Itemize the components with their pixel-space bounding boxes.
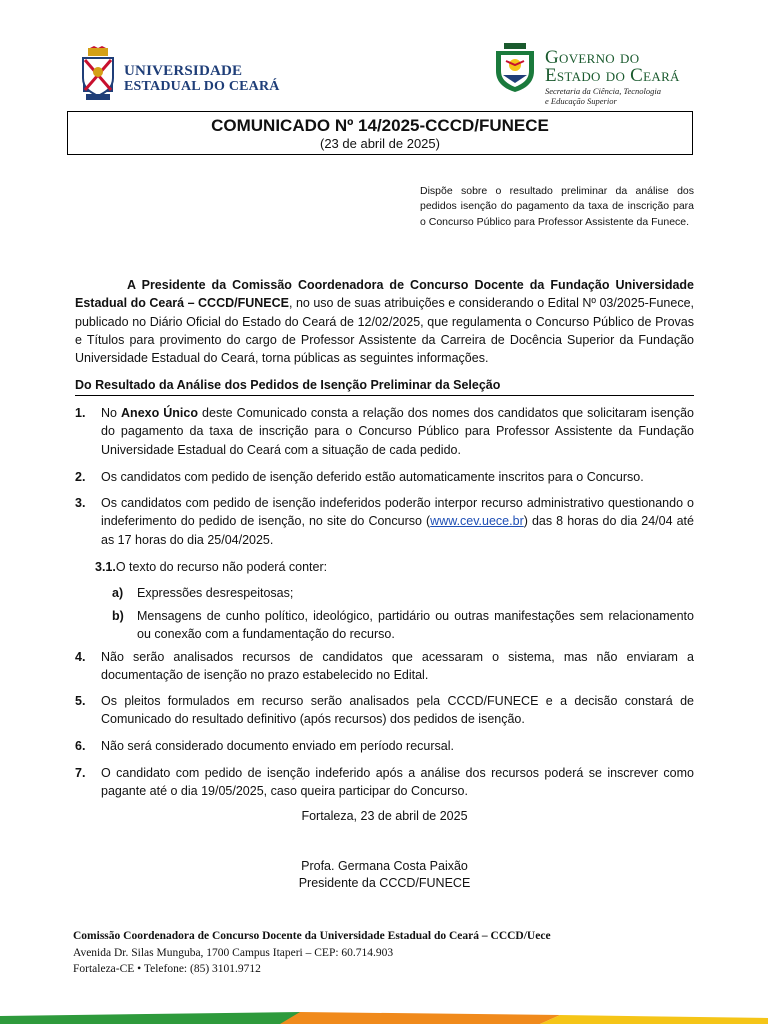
footer-address: Avenida Dr. Silas Munguba, 1700 Campus Itaperi – CEP: 60.714.903: [73, 946, 394, 959]
intro-rest: , no uso de suas atribuições e considerando o Edital Nº 03/2025-Funece, publicado no Diário Oficial do Estado do Ceará de 12/02/2025, que regulamenta o Concurso Público de Provas e Títulos para provimento do cargo de Professor Assistente da Carreira de Docência Superior da Fundação Universidade Estadual do Ceará, torna públicas as seguintes informações.: [75, 296, 694, 366]
government-secretariat-line1: Secretaria da Ciência, Tecnologia: [545, 86, 661, 96]
sub-item-number: 3.1.: [95, 560, 116, 574]
list-item-text: ) das 8 horas do dia 24/04 até as 17 horas do dia 25/04/2025.: [101, 514, 694, 547]
intro-bold: A Presidente da Comissão Coordenadora de Concurso Docente da Fundação Universidade Estadual do Ceará – CCCD/FUNECE: [75, 278, 694, 311]
document-summary: Dispõe sobre o resultado preliminar da análise dos pedidos isenção do pagamento da taxa de inscrição para o Concurso Público para Professor Assistente da Funece.: [420, 185, 694, 228]
footer-contact: Fortaleza-CE • Telefone: (85) 3101.9712: [73, 963, 261, 975]
government-name-line1: Governo do: [545, 47, 640, 68]
footer-color-stripe: [0, 1012, 768, 1024]
government-name-line2: Estado do Ceará: [545, 65, 680, 86]
list-item-number: 2.: [75, 470, 86, 484]
list-item-number: 5.: [75, 694, 86, 708]
sub-list-item-letter: b): [112, 609, 124, 623]
list-item-text: Os candidatos com pedido de isenção indeferidos poderão interpor recurso administrativo questionando o indeferimento do pedido de isenção, no site do Concurso (: [101, 496, 694, 529]
list-item: [75, 494, 694, 549]
signature-block: [75, 858, 694, 891]
university-name-line2: ESTADUAL DO CEARÁ: [124, 79, 280, 94]
sub-list-item: [112, 607, 694, 644]
signatory-role: Presidente da CCCD/FUNECE: [298, 875, 471, 890]
document-title: COMUNICADO Nº 14/2025-CCCD/FUNECE: [211, 116, 549, 135]
list-item-text: deste Comunicado consta a relação dos nomes dos candidatos que solicitaram isenção do pagamento da taxa de inscrição para o Concurso Público para Professor Assistente da Fundação Universidade Estadual do Ceará com a situação de cada pedido.: [101, 406, 694, 457]
list-item: [75, 737, 694, 755]
university-name-line1: UNIVERSIDADE: [124, 63, 243, 79]
list-item-number: 7.: [75, 766, 86, 780]
government-name: [545, 49, 680, 106]
list-item-number: 4.: [75, 650, 86, 664]
list-item-text: Não serão analisados recursos de candidatos que acessaram o sistema, mas não enviaram a documentação de isenção no prazo estabelecido no Edital.: [101, 650, 694, 683]
title-box: [67, 111, 693, 155]
list-item-text: Os candidatos com pedido de isenção deferido estão automaticamente inscritos para o Concurso.: [101, 470, 644, 484]
list-item: [75, 468, 694, 486]
annex-reference: Anexo Único: [121, 406, 198, 420]
sub-list-item-text: Expressões desrespeitosas;: [137, 586, 294, 600]
list-item-number: 6.: [75, 739, 86, 753]
contest-website-link[interactable]: www.cev.uece.br: [430, 514, 524, 529]
signatory-name: Profa. Germana Costa Paixão: [301, 859, 468, 873]
government-secretariat: [545, 87, 680, 106]
government-secretariat-line2: e Educação Superior: [545, 95, 617, 106]
list-item: [75, 404, 694, 459]
list-item: [75, 764, 694, 801]
intro-paragraph: [75, 276, 694, 367]
list-item-text: Não será considerado documento enviado em período recursal.: [101, 739, 454, 753]
sub-list-item-letter: a): [112, 586, 124, 600]
sub-list-item: [112, 584, 694, 602]
footer: [73, 928, 551, 978]
list-item: [75, 648, 694, 685]
footer-commission: Comissão Coordenadora de Concurso Docente da Universidade Estadual do Ceará – CCCD/Uece: [73, 930, 551, 942]
list-item-number: 3.: [75, 496, 86, 510]
list-item-text: O candidato com pedido de isenção indeferido após a análise dos recursos poderá se inscrever como pagante até o dia 19/05/2025, caso queira participar do Concurso.: [101, 766, 694, 799]
document-date: (23 de abril de 2025): [320, 136, 440, 151]
list-item-text: Os pleitos formulados em recurso serão analisados pela CCCD/FUNECE e a decisão constará de Comunicado do resultado definitivo (após recursos) dos pedidos de isenção.: [101, 694, 694, 727]
list-item-number: 1.: [75, 406, 86, 420]
uece-crest-icon: [80, 46, 116, 104]
ceara-coat-of-arms-icon: [494, 43, 536, 93]
sub-item-text: O texto do recurso não poderá conter:: [115, 560, 328, 574]
sub-list-item-text: Mensagens de cunho político, ideológico, partidário ou outras manifestações sem relacionamento ou conexão com a fundamentação do recurso.: [137, 609, 694, 642]
university-name: [124, 64, 280, 94]
list-item: [75, 692, 694, 729]
list-item-text: No: [101, 406, 122, 420]
sub-item: [95, 558, 327, 576]
place-date: Fortaleza, 23 de abril de 2025: [301, 809, 468, 823]
section-heading: Do Resultado da Análise dos Pedidos de Isenção Preliminar da Seleção: [75, 377, 694, 396]
